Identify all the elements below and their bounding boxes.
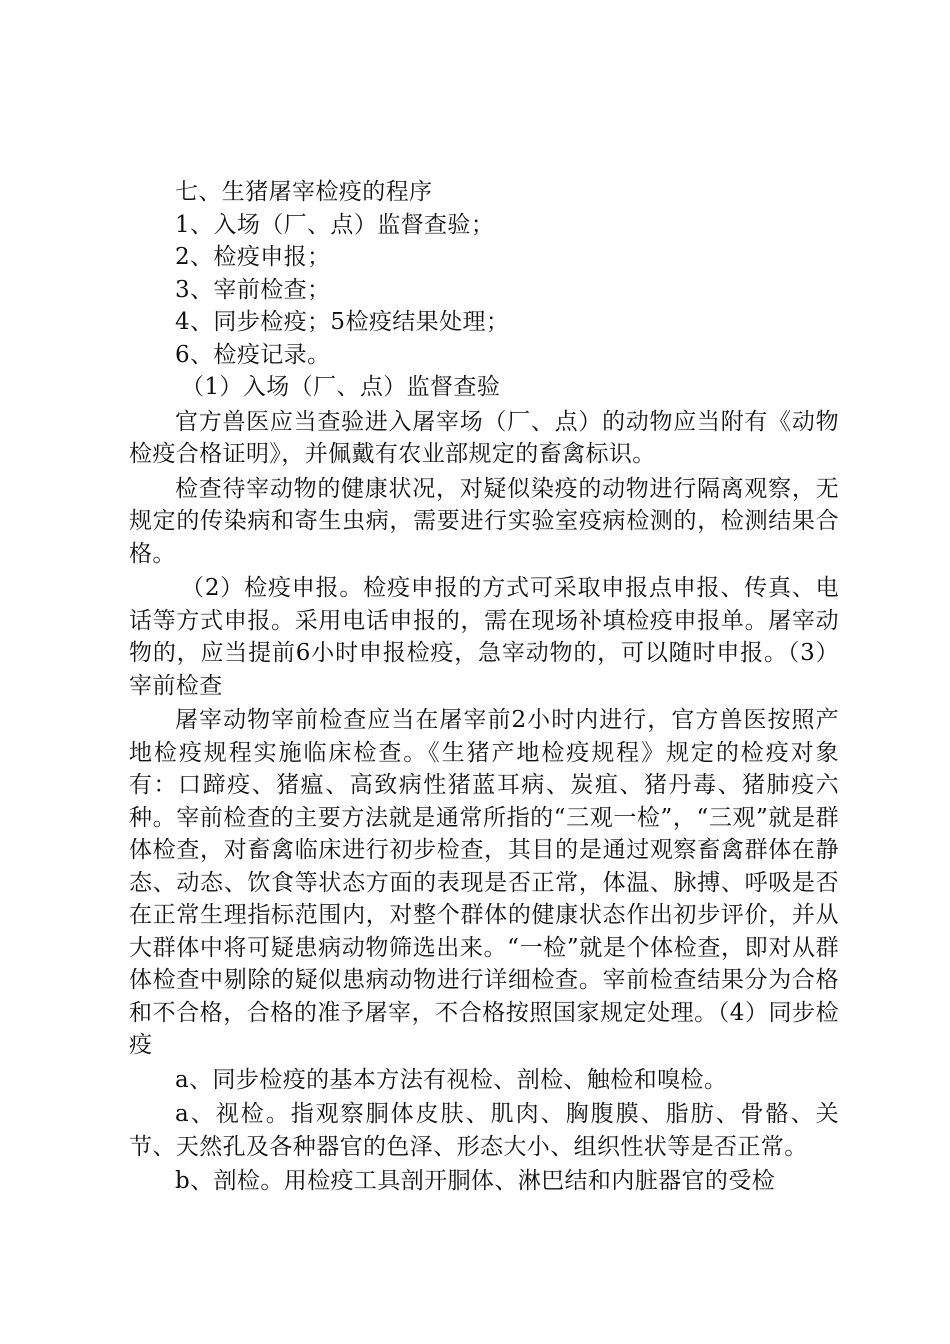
- procedure-step-1: 1、入场（厂、点）监督查验；: [175, 211, 495, 238]
- document-body: [129, 176, 839, 1198]
- paragraph-health-check: 检查待宰动物的健康状况，对疑似染疫的动物进行隔离观察，无规定的传染病和寄生虫病，需要进行实验室疫病检测的，检测结果合格。: [129, 475, 839, 567]
- paragraph-certificate-check: 官方兽医应当查验进入屠宰场（厂、点）的动物应当附有《动物检疫合格证明》，并佩戴有农业部规定的畜禽标识。: [129, 408, 839, 467]
- paragraph-sync-methods: a、同步检疫的基本方法有视检、剖检、触检和嗅检。: [175, 1066, 728, 1093]
- paragraph-dissection-inspection: b、剖检。用检疫工具剖开胴体、淋巴结和内脏器官的受检: [175, 1168, 776, 1194]
- paragraph-pre-slaughter-inspection: 屠宰动物宰前检查应当在屠宰前2小时内进行，官方兽医按照产地检疫规程实施临床检查。《生猪产地检疫规程》规定的检疫对象有：口蹄疫、猪瘟、高致病性猪蓝耳病、炭疽、猪丹毒、猪肺疫六种。宰前检查的主要方法就是通常所指的“三观一检”，“三观”就是群体检查，对畜禽临床进行初步检查，其目的是通过观察畜禽群体在静态、动态、饮食等状态方面的表现是否正常，体温、脉搏、呼吸是否在正常生理指标范围内，对整个群体的健康状态作出初步评价，并从大群体中将可疑患病动物筛选出来。“一检”就是个体检查，即对从群体检查中剔除的疑似患病动物进行详细检查。宰前检查结果分为合格和不合格，合格的准予屠宰，不合格按照国家规定处理。（4）同步检疫: [129, 707, 839, 1058]
- section-heading: 七、生猪屠宰检疫的程序: [175, 179, 433, 205]
- procedure-step-2: 2、检疫申报；: [175, 244, 331, 270]
- procedure-step-6: 6、检疫记录。: [175, 341, 331, 368]
- procedure-step-4-5: 4、同步检疫；5检疫结果处理；: [175, 309, 510, 335]
- paragraph-visual-inspection: a、视检。指观察胴体皮肤、肌肉、胸腹膜、脂肪、骨骼、关节、天然孔及各种器官的色泽、形态大小、组织性状等是否正常。: [129, 1101, 839, 1160]
- procedure-step-3: 3、宰前检查；: [175, 276, 331, 303]
- subsection-heading-1: （1）入场（厂、点）监督查验: [181, 374, 501, 400]
- paragraph-declaration: （2）检疫申报。检疫申报的方式可采取申报点申报、传真、电话等方式申报。采用电话申报的，需在现场补填检疫申报单。屠宰动物的，应当提前6小时申报检疫，急宰动物的，可以随时申报。（3）宰前检查: [129, 575, 839, 699]
